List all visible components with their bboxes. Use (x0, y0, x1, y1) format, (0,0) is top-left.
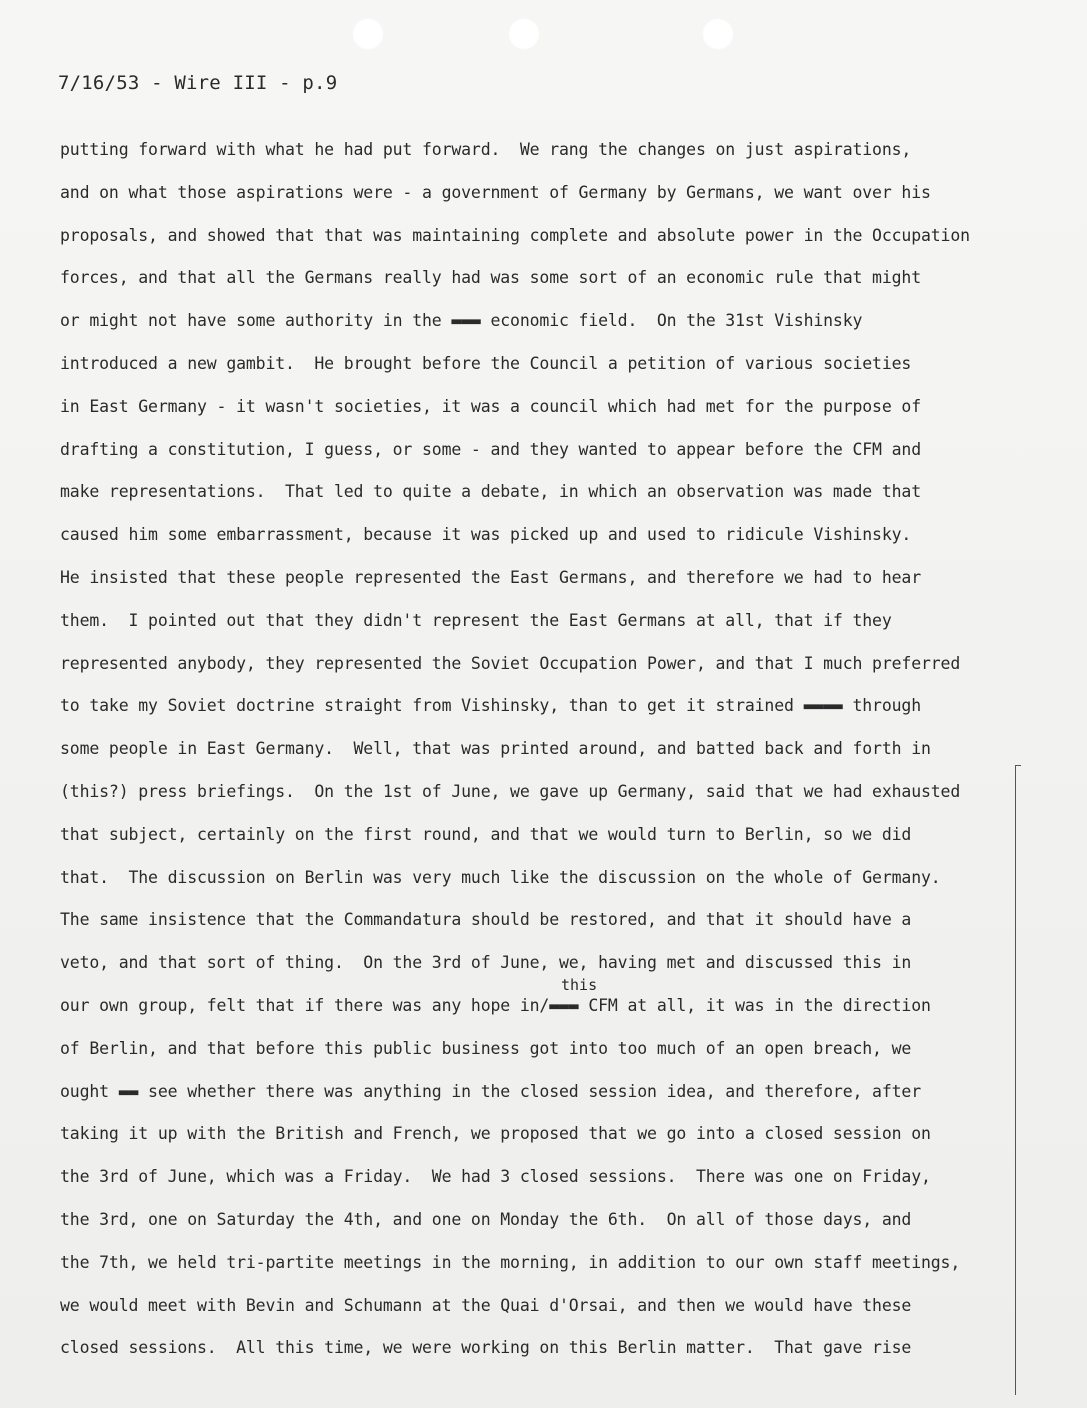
text-line: represented anybody, they represented the Soviet Occupation Power, and that I much preferred (60, 653, 961, 673)
text-line: He insisted that these people represented the East Germans, and therefore we had to hear (60, 567, 921, 587)
text-line: some people in East Germany. Well, that was printed around, and batted back and forth in (60, 739, 931, 759)
punch-hole-left (352, 18, 384, 50)
text-line: or might not have some authority in the ▬▬▬ economic field. On the 31st Vishinsky (60, 311, 863, 331)
text-line: make representations. That led to quite a debate, in which an observation was made that (60, 482, 921, 502)
text-line: that. The discussion on Berlin was very much like the discussion on the whole of Germany. (60, 867, 941, 887)
text-line: the 7th, we held tri-partite meetings in the morning, in addition to our own staff meetings, (60, 1252, 961, 1272)
text-line: the 3rd of June, which was a Friday. We had 3 closed sessions. There was one on Friday, (60, 1167, 931, 1187)
text-line: The same insistence that the Commandatura should be restored, and that it should have a (60, 910, 912, 930)
text-line: veto, and that sort of thing. On the 3rd of June, we, having met and discussed this in (60, 953, 912, 973)
text-line: introduced a new gambit. He brought before the Council a petition of various societies (60, 353, 912, 373)
text-line: the 3rd, one on Saturday the 4th, and one on Monday the 6th. On all of those days, and (60, 1209, 912, 1229)
text-line: drafting a constitution, I guess, or some - and they wanted to appear before the CFM and (60, 439, 921, 459)
text-line: them. I pointed out that they didn't represent the East Germans at all, that if they (60, 610, 892, 630)
page-header: 7/16/53 - Wire III - p.9 (58, 72, 338, 94)
text-line: in East Germany - it wasn't societies, it was a council which had met for the purpose of (60, 396, 921, 416)
punch-hole-center (508, 18, 540, 50)
text-line: to take my Soviet doctrine straight from Vishinsky, than to get it strained ▬▬▬▬ through (60, 696, 921, 716)
text-line: we would meet with Bevin and Schumann at the Quai d'Orsai, and then we would have these (60, 1295, 912, 1315)
text-line: proposals, and showed that that was maintaining complete and absolute power in the Occupation (60, 225, 970, 245)
text-line: our own group, felt that if there was any hope in/▬▬▬ CFM at all, it was in the direction (60, 995, 931, 1015)
text-line: (this?) press briefings. On the 1st of June, we gave up Germany, said that we had exhausted (60, 781, 961, 801)
text-line: ought ▬▬ see whether there was anything in the closed session idea, and therefore, after (60, 1081, 921, 1101)
interlinear-correction: this (561, 976, 598, 994)
typed-body (60, 137, 1065, 1378)
text-line: of Berlin, and that before this public business got into too much of an open breach, we (60, 1038, 912, 1058)
text-line: and on what those aspirations were - a government of Germany by Germans, we want over his (60, 182, 931, 202)
text-line: that subject, certainly on the first round, and that we would turn to Berlin, so we did (60, 824, 912, 844)
text-line: caused him some embarrassment, because it was picked up and used to ridicule Vishinsky. (60, 525, 912, 545)
text-line: taking it up with the British and French, we proposed that we go into a closed session on (60, 1124, 931, 1144)
punch-hole-right (702, 18, 734, 50)
text-line: putting forward with what he had put forward. We rang the changes on just aspirations, (60, 140, 912, 159)
text-line: forces, and that all the Germans really had was some sort of an economic rule that might (60, 268, 921, 288)
text-line: closed sessions. All this time, we were working on this Berlin matter. That gave rise (60, 1338, 912, 1358)
